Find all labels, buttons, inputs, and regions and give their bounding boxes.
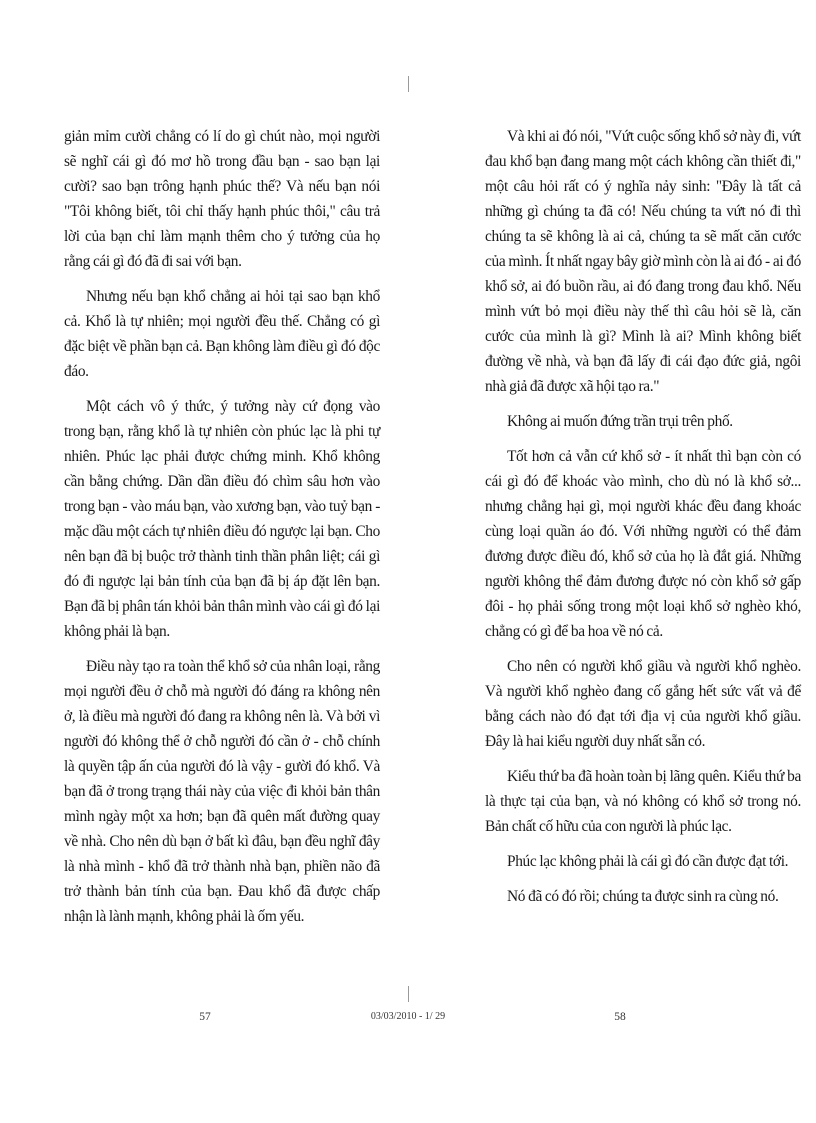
paragraph: Nhưng nếu bạn khổ chẳng ai hỏi tại sao bạn khổ cả. Khổ là tự nhiên; mọi người đều thế. Chẳng có gì đặc biệt về phần bạn cả. Bạn không làm điều gì đó độc đáo. bbox=[64, 288, 380, 380]
paragraph: Điều này tạo ra toàn thể khổ sở của nhân loại, rằng mọi người đều ở chỗ mà người đó đáng ra không nên ở, là điều mà người đó đang ra không nên là. Và bởi vì người đó không thể ở chỗ người đó cần ở - chỗ chính là quyền tập ấn của người đó là vậy - gười đó khổ. Và bạn đã ở trong trạng thái này của việc đi khỏi bản thân mình ngày một xa hơn; bạn đã quên mất đường quay về nhà. Cho nên dù bạn ở bất kì đâu, bạn đều nghĩ đây là nhà mình - khổ đã trở thành nhà bạn, phiền não đã trở thành bản tính của bạn. Đau khổ đã được chấp nhận là lành mạnh, không phải là ốm yếu. bbox=[64, 658, 380, 925]
paragraph: Kiểu thứ ba đã hoàn toàn bị lãng quên. Kiểu thứ ba là thực tại của bạn, và nó không có khổ sở trong nó. Bản chất cố hữu của con người là phúc lạc. bbox=[485, 768, 801, 835]
paragraph: Phúc lạc không phải là cái gì đó cần được đạt tới. bbox=[507, 853, 789, 870]
right-page-text bbox=[485, 124, 801, 919]
paragraph: Tốt hơn cả vẫn cứ khổ sở - ít nhất thì bạn còn có cái gì đó để khoác vào mình, cho dù nó là khổ sở... nhưng chẳng hại gì, mọi người khác đều đang khoác cùng loại quần áo đó. Với những người có thể đảm đương được điều đó, khổ sở của họ là đắt giá. Những người không thể đảm đương được nó còn khổ sở gấp đôi - họ phải sống trong một loại khổ sở nghèo khó, chẳng có gì để ba hoa về nó cả. bbox=[485, 448, 801, 640]
footer-date: 03/03/2010 - 1/ 29 bbox=[370, 1011, 446, 1022]
paragraph: Và khi ai đó nói, "Vứt cuộc sống khổ sở này đi, vứt đau khổ bạn đang mang một cách không cần thiết đi," một câu hỏi rất có ý nghĩa nảy sinh: "Đây là tất cả những gì chúng ta đã có! Nếu chúng ta vứt nó đi thì chúng ta sẽ không là ai cả, chúng ta sẽ mất căn cước của mình. Ít nhất ngay bây giờ mình còn là ai đó - ai đó khổ sở, ai đó buồn rầu, ai đó đang trong đau khổ. Nếu mình vứt bỏ mọi điều này thế thì câu hỏi sẽ là, căn cước của mình là gì? Mình là ai? Mình không biết đường về nhà, và bạn đã lấy đi cái đạo đức giả, ngôi nhà giả đã được xã hội tạo ra." bbox=[485, 128, 801, 395]
paragraph: Cho nên có người khổ giầu và người khổ nghèo. Và người khổ nghèo đang cố gắng hết sức vất vả để bằng cách nào đó đạt tới địa vị của người khổ giầu. Đây là hai kiểu người duy nhất sẵn có. bbox=[485, 658, 801, 750]
page-number-left: 57 bbox=[199, 1011, 211, 1023]
page-number-right: 58 bbox=[614, 1011, 626, 1023]
paragraph: Một cách vô ý thức, ý tưởng này cứ đọng vào trong bạn, rằng khổ là tự nhiên còn phúc lạc là phi tự nhiên. Phúc lạc phải được chứng minh. Khổ không cần bằng chứng. Dần dần điều đó chìm sâu hơn vào trong bạn - vào máu bạn, vào xương bạn, vào tuỷ bạn - mặc dầu một cách tự nhiên điều đó ngược lại bạn. Cho nên bạn đã bị buộc trở thành tinh thần phân liệt; cái gì đó đi ngược lại bản tính của bạn đã bị áp đặt lên bạn. Bạn đã bị phân tán khỏi bản thân mình vào cái gì đó lại không phải là bạn. bbox=[64, 398, 380, 640]
center-fold-mark-bottom bbox=[408, 986, 409, 1002]
paragraph: Nó đã có đó rồi; chúng ta được sinh ra cùng nó. bbox=[507, 888, 779, 905]
center-fold-mark-top bbox=[408, 76, 409, 92]
paragraph: giản mỉm cười chẳng có lí do gì chút nào, mọi người sẽ nghĩ cái gì đó mơ hồ trong đầu bạn - sao bạn lại cười? sao bạn trông hạnh phúc thế? Và nếu bạn nói "Tôi không biết, tôi chỉ thấy hạnh phúc thôi," câu trả lời của bạn chỉ làm mạnh thêm cho ý tưởng của họ rằng cái gì đó đã đi sai với bạn. bbox=[64, 128, 380, 270]
left-page-text bbox=[64, 124, 380, 939]
paragraph: Không ai muốn đứng trần trụi trên phố. bbox=[507, 413, 733, 430]
